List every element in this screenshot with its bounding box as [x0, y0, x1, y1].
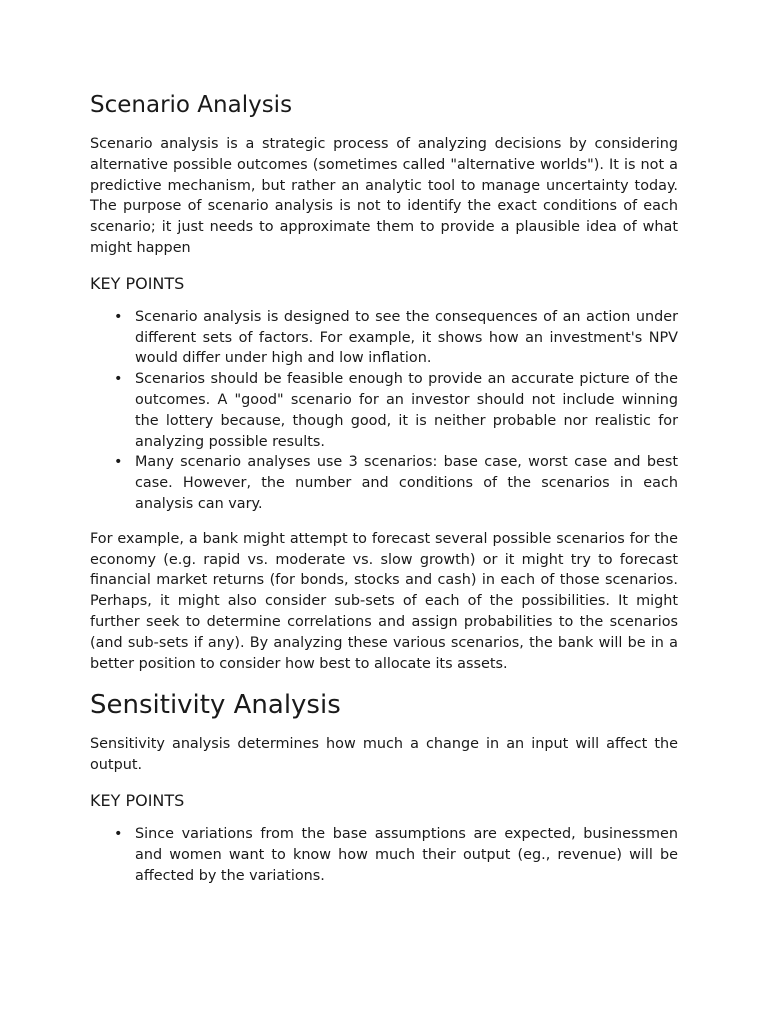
sensitivity-analysis-intro: Sensitivity analysis determines how much a change in an input will affect the output.	[90, 736, 678, 774]
scenario-analysis-intro: Scenario analysis is a strategic process of analyzing decisions by considering alternative possible outcomes (sometimes called "alternative worlds"). It is not a predictive mechanism, but rather an analytic tool to manage uncertainty today. The purpose of scenario analysis is not to identify the exact conditions of each scenario; it just needs to approximate them to provide a plausible idea of what might happen	[90, 136, 678, 256]
bullet-icon: •	[114, 371, 123, 388]
list-item	[90, 824, 678, 886]
bullet-icon: •	[114, 308, 123, 325]
sensitivity-key-points-heading: KEY POINTS	[90, 790, 185, 810]
bullet-text: Since variations from the base assumptions are expected, businessmen and women want to know how much their output (eg., revenue) will be affected by the variations.	[135, 825, 678, 884]
scenario-key-points-list	[90, 307, 678, 515]
list-item	[90, 307, 678, 369]
bullet-icon: •	[114, 825, 123, 842]
sensitivity-analysis-heading: Sensitivity Analysis	[90, 690, 341, 721]
bullet-text: Scenarios should be feasible enough to provide an accurate picture of the outcomes. A "good" scenario for an investor should not include winning the lottery because, though good, it is neither probable nor realistic for analyzing possible results.	[135, 371, 678, 450]
scenario-analysis-heading: Scenario Analysis	[90, 92, 293, 118]
list-item	[90, 452, 678, 514]
bullet-text: Many scenario analyses use 3 scenarios: base case, worst case and best case. However, the number and conditions of the scenarios in each analysis can vary.	[135, 454, 678, 512]
bullet-text: Scenario analysis is designed to see the consequences of an action under different sets of factors. For example, it shows how an investment's NPV would differ under high and low inflation.	[135, 308, 678, 367]
scenario-example-paragraph: For example, a bank might attempt to forecast several possible scenarios for the economy (e.g. rapid vs. moderate vs. slow growth) or it might try to forecast financial market returns (for bonds, stocks and cash) in each of those scenarios. Perhaps, it might also consider sub-sets of each of the possibilities. It might further seek to determine correlations and assign probabilities to the scenarios (and sub-sets if any). By analyzing these various scenarios, the bank will be in a better position to consider how best to allocate its assets.	[90, 530, 678, 672]
scenario-key-points-heading: KEY POINTS	[90, 273, 185, 293]
sensitivity-key-points-list	[90, 824, 678, 886]
list-item	[90, 369, 678, 452]
bullet-icon: •	[114, 454, 123, 471]
